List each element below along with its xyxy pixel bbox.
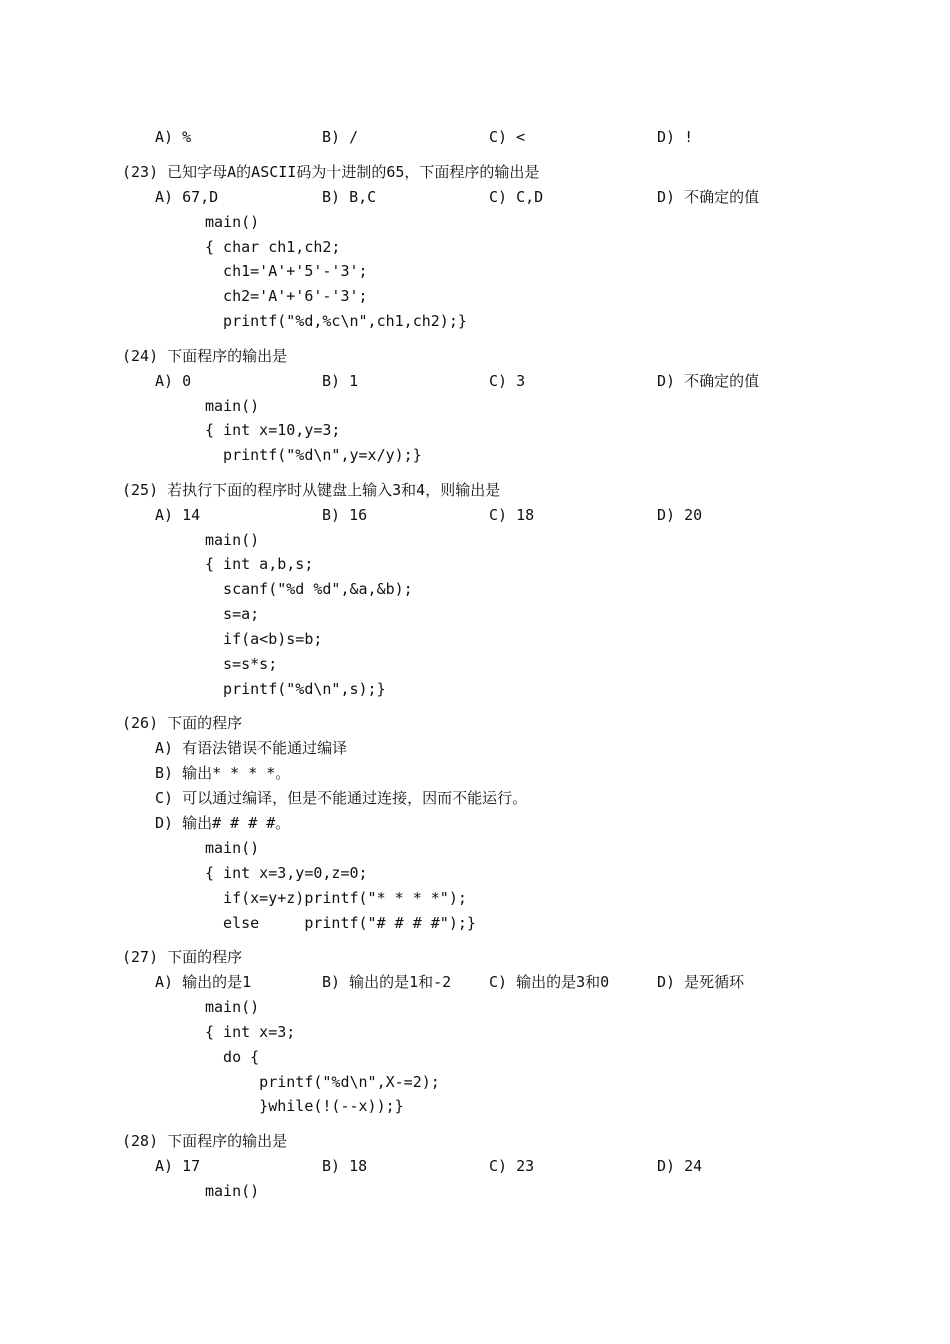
option-b: B) B,C bbox=[322, 188, 377, 206]
code-line: }while(!(--x));} bbox=[205, 1097, 404, 1115]
code-line: printf("%d\n",y=x/y);} bbox=[205, 446, 422, 464]
code-line: printf("%d\n",X-=2); bbox=[205, 1073, 440, 1091]
question-24-stem: (24) 下面程序的输出是 bbox=[122, 347, 288, 365]
option-c: C) 可以通过编译，但是不能通过连接，因而不能运行。 bbox=[155, 789, 528, 807]
option-d: D) 不确定的值 bbox=[657, 372, 760, 390]
question-25-options bbox=[155, 505, 855, 525]
code-line: ch2='A'+'6'-'3'; bbox=[205, 287, 368, 305]
code-line: printf("%d,%c\n",ch1,ch2);} bbox=[205, 312, 467, 330]
option-c: C) < bbox=[489, 128, 526, 146]
option-b: B) 输出的是1和-2 bbox=[322, 973, 452, 991]
option-d: D) ! bbox=[657, 128, 694, 146]
option-c: C) 输出的是3和0 bbox=[489, 973, 610, 991]
option-d: D) 24 bbox=[657, 1157, 703, 1175]
code-line: if(x=y+z)printf("* * * *"); bbox=[205, 889, 467, 907]
code-line: scanf("%d %d",&a,&b); bbox=[205, 580, 413, 598]
option-b: B) 1 bbox=[322, 372, 359, 390]
option-a: A) 有语法错误不能通过编译 bbox=[155, 739, 348, 757]
option-c: C) C,D bbox=[489, 188, 544, 206]
question-23-stem: (23) 已知字母A的ASCII码为十进制的65，下面程序的输出是 bbox=[122, 163, 540, 181]
code-line: main() bbox=[205, 839, 260, 857]
code-line: { int x=3,y=0,z=0; bbox=[205, 864, 368, 882]
option-d: D) 不确定的值 bbox=[657, 188, 760, 206]
question-28-stem: (28) 下面程序的输出是 bbox=[122, 1132, 288, 1150]
option-a: A) 0 bbox=[155, 372, 192, 390]
code-line: { char ch1,ch2; bbox=[205, 238, 341, 256]
code-line: main() bbox=[205, 531, 260, 549]
question-25-stem: (25) 若执行下面的程序时从键盘上输入3和4，则输出是 bbox=[122, 481, 501, 499]
option-a: A) 14 bbox=[155, 506, 201, 524]
question-28-options bbox=[155, 1156, 855, 1176]
code-line: s=s*s; bbox=[205, 655, 278, 673]
code-line: { int x=10,y=3; bbox=[205, 421, 341, 439]
option-a: A) 输出的是1 bbox=[155, 973, 252, 991]
code-line: else printf("# # # #");} bbox=[205, 914, 476, 932]
question-24-options bbox=[155, 371, 855, 391]
option-c: C) 3 bbox=[489, 372, 526, 390]
code-line: printf("%d\n",s);} bbox=[205, 680, 386, 698]
option-a: A) % bbox=[155, 128, 192, 146]
question-26-stem: (26) 下面的程序 bbox=[122, 714, 243, 732]
code-line: main() bbox=[205, 213, 260, 231]
option-a: A) 17 bbox=[155, 1157, 201, 1175]
code-line: if(a<b)s=b; bbox=[205, 630, 323, 648]
code-line: do { bbox=[205, 1048, 260, 1066]
option-d: D) 20 bbox=[657, 506, 703, 524]
option-d: D) 是死循环 bbox=[657, 973, 745, 991]
option-b: B) 18 bbox=[322, 1157, 368, 1175]
question-27-options bbox=[155, 972, 855, 992]
code-line: ch1='A'+'5'-'3'; bbox=[205, 262, 368, 280]
option-c: C) 18 bbox=[489, 506, 535, 524]
code-line: { int a,b,s; bbox=[205, 555, 314, 573]
code-line: main() bbox=[205, 397, 260, 415]
option-b: B) 输出* * * *。 bbox=[155, 764, 291, 782]
question-27-stem: (27) 下面的程序 bbox=[122, 948, 243, 966]
option-a: A) 67,D bbox=[155, 188, 219, 206]
option-c: C) 23 bbox=[489, 1157, 535, 1175]
code-line: { int x=3; bbox=[205, 1023, 296, 1041]
option-b: B) / bbox=[322, 128, 359, 146]
code-line: main() bbox=[205, 1182, 260, 1200]
code-line: s=a; bbox=[205, 605, 260, 623]
option-d: D) 输出# # # #。 bbox=[155, 814, 291, 832]
code-line: main() bbox=[205, 998, 260, 1016]
option-b: B) 16 bbox=[322, 506, 368, 524]
question-23-options bbox=[155, 187, 855, 207]
prev-options-row bbox=[155, 127, 855, 147]
